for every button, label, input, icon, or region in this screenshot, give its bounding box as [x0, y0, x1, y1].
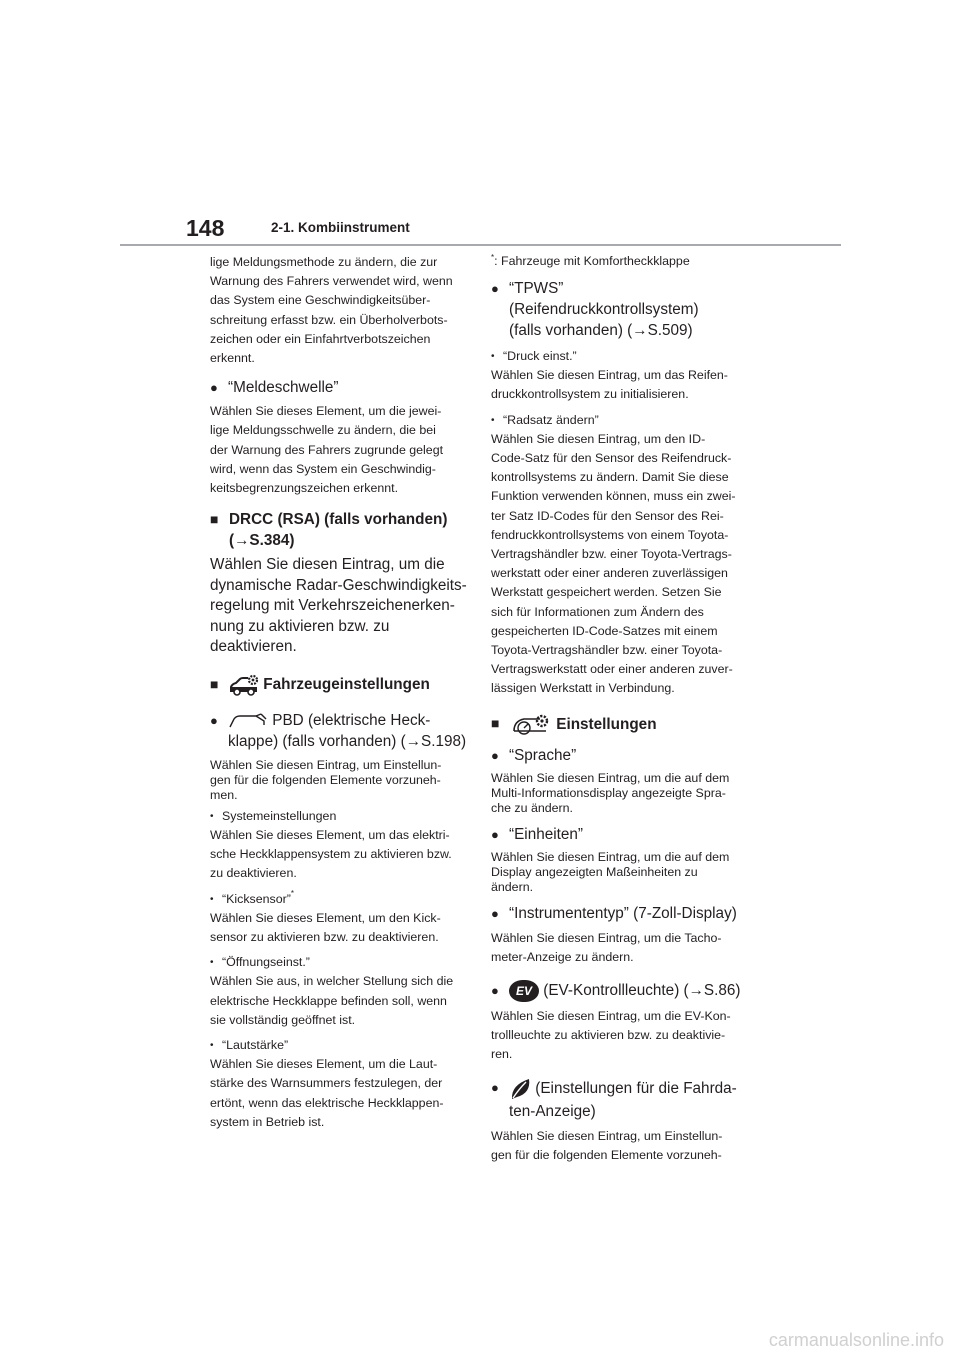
- watermark: carmanualsonline.info: [768, 1330, 944, 1350]
- instrumententyp-heading: ● “Instrumententyp” (7-Zoll-Display): [491, 904, 737, 922]
- bullet-icon: ●: [491, 905, 499, 921]
- small-bullet-icon: •: [491, 414, 495, 426]
- page-header: [0, 0, 960, 250]
- drcc-heading: ■ DRCC (RSA) (falls vorhanden) (→S.384): [210, 511, 448, 550]
- square-bullet-icon: ■: [210, 511, 219, 528]
- kick-paragraph: Wählen Sie dieses Element, um den Kick- sensor zu aktivieren bzw. zu deaktivieren.: [210, 910, 441, 944]
- small-bullet-icon: •: [210, 1039, 214, 1051]
- fahrzeug-heading: ■ Fahrzeugeinstellungen: [210, 674, 472, 696]
- meldeschwelle-heading: ● “Meldeschwelle”: [210, 379, 339, 397]
- bullet-icon: ●: [491, 983, 499, 999]
- car-settings-icon: [229, 674, 259, 696]
- ev-indicator-icon: EV: [509, 980, 539, 1002]
- radsatz-paragraph: Wählen Sie diesen Eintrag, um den ID- Code-Satz für den Sensor des Reifendruck- kontrollsystems zu ändern. Damit Sie diese Funktion verwenden können, muss ein zwei- ter Satz ID-Codes für den Sensor des Rei- fendruckkontrollsystems von einem Toyota- Vertragshändler bzw. einer Toyota-Vertrags- werkstatt oder einer anderen zuverlässigen Werkstatt gespeichert werden. Setzen Sie sich für Informationen zum Ändern des gespeicherten ID-Code-Satzes mit einem Toyota-Vertragshändler bzw. einer Toyota- Vertragswerkstatt oder einer anderen zuver- lässigen Werkstatt in Verbindung.: [491, 431, 736, 696]
- kick-subitem: • “Kicksensor”*: [210, 890, 472, 909]
- druck-subitem: • “Druck einst.”: [491, 347, 756, 366]
- square-bullet-icon: ■: [210, 675, 219, 692]
- square-bullet-icon: ■: [491, 714, 500, 731]
- left-column: [210, 253, 472, 1132]
- bullet-icon: ●: [491, 281, 499, 296]
- tailgate-icon: [228, 713, 268, 729]
- bullet-icon: ●: [210, 380, 218, 396]
- sprache-paragraph: Wählen Sie diesen Eintrag, um die auf dem Multi-Informationsdisplay angezeigte Spra- che zu ändern.: [491, 770, 730, 815]
- einheiten-paragraph: Wählen Sie diesen Eintrag, um die auf dem Display angezeigten Maßeinheiten zu ändern.: [491, 849, 730, 894]
- instrumententyp-paragraph: Wählen Sie diesen Eintrag, um die Tacho- meter-Anzeige zu ändern.: [491, 930, 722, 964]
- section-title: 2-1. Kombiinstrument: [271, 220, 410, 235]
- volume-paragraph: Wählen Sie dieses Element, um die Laut- stärke des Warnsummers festzulegen, der ertönt, wenn das elektrische Heckklappen- system in Betrieb ist.: [210, 1057, 444, 1129]
- header-divider: [120, 244, 841, 246]
- open-paragraph: Wählen Sie aus, in welcher Stellung sich die elektrische Heckklappe befinden soll, wenn sie vollständig geöffnet ist.: [210, 974, 454, 1027]
- footnote: *: Fahrzeuge mit Komfortheckklappe: [491, 253, 690, 268]
- volume-subitem: • “Lautstärke”: [210, 1036, 472, 1055]
- meldeschwelle-paragraph: Wählen Sie dieses Element, um die jewei- lige Meldungsschwelle zu ändern, die bei der Warnung des Fahrers zugrunde gelegt wird, wenn das System ein Geschwindig- keitsbegrenzungszeichen erkennt.: [210, 404, 444, 496]
- bullet-icon: ●: [210, 712, 218, 728]
- small-bullet-icon: •: [210, 810, 214, 822]
- druck-paragraph: Wählen Sie diesen Eintrag, um das Reifen- druckkontrollsystem zu initialisieren.: [491, 368, 728, 402]
- pbd-paragraph: Wählen Sie diesen Eintrag, um Einstellun- gen für die folgenden Elemente vorzuneh- men.: [210, 757, 442, 802]
- sys-paragraph: Wählen Sie dieses Element, um das elektri- sche Heckklappensystem zu aktivieren bzw. zu deaktivieren.: [210, 827, 452, 881]
- eco-paragraph: Wählen Sie diesen Eintrag, um Einstellun- gen für die folgenden Elemente vorzuneh-: [491, 1128, 723, 1162]
- einheiten-heading: ● “Einheiten”: [491, 825, 583, 843]
- sprache-heading: ● “Sprache”: [491, 746, 577, 764]
- bullet-icon: ●: [491, 747, 499, 763]
- small-bullet-icon: •: [210, 957, 214, 969]
- einstellungen-heading: ■ Einstellungen: [491, 713, 756, 737]
- drcc-paragraph: Wählen Sie diesen Eintrag, um die dynamische Radar-Geschwindigkeits- regelung mit Verkehrszeichenerken- nung zu aktivieren bzw. zu deaktivieren.: [210, 556, 467, 656]
- bullet-icon: ●: [491, 826, 499, 842]
- sys-subitem: • Systemeinstellungen: [210, 807, 472, 826]
- meter-settings-icon: [510, 713, 552, 737]
- ev-heading: ● EV (EV-Kontrollleuchte) (→S.86): [491, 980, 756, 1002]
- open-subitem: • “Öffnungseinst.”: [210, 953, 472, 972]
- eco-leaf-icon: [509, 1077, 531, 1101]
- page-number: 148: [186, 215, 225, 241]
- eco-heading: ● (Einstellungen für die Fahrda- ten-Anzeige): [491, 1077, 756, 1122]
- small-bullet-icon: •: [491, 351, 495, 362]
- tpws-heading: ● “TPWS” (Reifendruckkontrollsystem) (falls vorhanden) (→S.509): [491, 280, 699, 339]
- pbd-heading: ● PBD (elektrische Heck- klappe) (falls vorhanden) (→S.198): [210, 711, 467, 750]
- small-bullet-icon: •: [210, 893, 214, 905]
- right-column: [491, 253, 756, 1165]
- radsatz-subitem: • “Radsatz ändern”: [491, 411, 756, 430]
- bullet-icon: ●: [491, 1079, 499, 1095]
- intro-paragraph: lige Meldungsmethode zu ändern, die zur Warnung des Fahrers verwendet wird, wenn das System eine Geschwindigkeitsüber- schreitung erfasst bzw. ein Überholverbots- zeichen oder ein Einfahrtverbotszeichen erkennt.: [210, 255, 453, 366]
- ev-paragraph: Wählen Sie diesen Eintrag, um die EV-Kon- trollleuchte zu aktivieren bzw. zu deaktivie- ren.: [491, 1009, 731, 1062]
